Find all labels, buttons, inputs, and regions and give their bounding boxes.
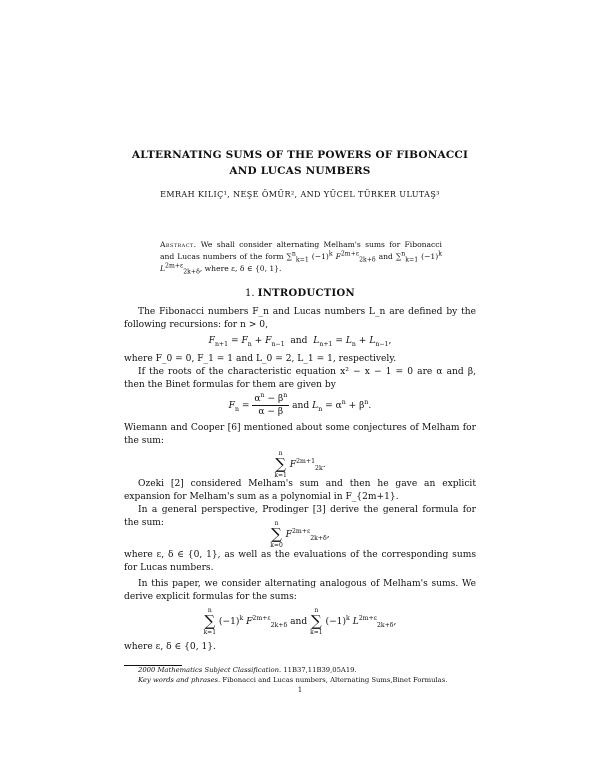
equation-binet-conj: and <box>292 401 310 411</box>
section-heading <box>100 288 500 299</box>
footnote-keywords <box>124 675 476 685</box>
abstract-text-a: We shall consider alternating Melham's sums for Fibonacci and Lucas numbers of the form <box>160 240 442 261</box>
equation-alternating-sums: n ∑ k=1 $(-1)^k$ $F^{2m+\varepsilon}_{2k+\delta}$ and n ∑ k=1 $(-1)^k$ $L^{2m+\varepsilon}_{2k+\delta}$, <box>203 607 397 636</box>
footnote-msc <box>124 665 476 675</box>
footnote-keywords-text: Fibonacci and Lucas numbers, Alternating Sums,Binet Formulas. <box>222 676 448 684</box>
paragraph-4: Wiemann and Cooper [6] mentioned about some conjectures of Melham for the sum: <box>124 423 476 446</box>
abstract-text-b: and <box>378 252 393 261</box>
abstract-sum-luc: ∑$^n_{k=1}$ $(-1)^k$ $L^{2m+\varepsilon}_{2k+\delta}$ <box>160 250 442 276</box>
paragraph-1: The Fibonacci numbers F_n and Lucas numbers L_n are defined by the following recursions: for n > 0, <box>124 307 476 330</box>
equation-recursion: $F_{n+1} = F_n + F_{n-1}$ and $L_{n+1} = L_n + L_{n-1}$, <box>208 336 392 348</box>
abstract-text-d: ε, δ ∈ {0, 1}. <box>231 264 282 273</box>
paragraph-3: If the roots of the characteristic equation x² − x − 1 = 0 are α and β, then the Binet formulas for them are given by <box>124 367 476 390</box>
footnote-msc-label: 2000 Mathematics Subject Classification. <box>138 666 282 674</box>
abstract-heading: Abstract. <box>160 240 197 249</box>
page-number: 1 <box>297 686 303 694</box>
abstract <box>160 239 442 275</box>
paragraph-2: where F_0 = 0, F_1 = 1 and L_0 = 2, L_1 = 1, respectively. <box>124 354 397 364</box>
paragraph-7: where ε, δ ∈ {0, 1}, as well as the evaluations of the corresponding sums for Lucas numbers. <box>124 550 476 573</box>
paragraph-5: Ozeki [2] considered Melham's sum and then he gave an explicit expansion for Melham's sum as a polynomial in F_{2m+1}. <box>124 479 476 502</box>
paragraph-6: In a general perspective, Prodinger [3] derive the general formula for the sum: <box>124 505 476 528</box>
paragraph-8: In this paper, we consider alternating analogous of Melham's sums. We derive explicit formulas for the sums: <box>124 579 476 602</box>
equation-melham-sum: n ∑ k=1 $F^{2m+1}_{2k}$. <box>274 450 326 479</box>
section-number: 1. <box>245 288 255 299</box>
equation-binet: $F_n$ = $\frac{\alpha^n - \beta^n}{\alpha - \beta}$ and $L_n = \alpha^n + \beta^n$. <box>228 391 372 417</box>
abstract-text-c: , where <box>199 264 229 273</box>
paper-title: ALTERNATING SUMS OF THE POWERS OF FIBONACCI AND LUCAS NUMBERS <box>131 149 469 177</box>
footnote-keywords-label: Key words and phrases. <box>138 676 221 684</box>
equation-prodinger-sum: n ∑ k=0 $F^{2m+\varepsilon}_{2k+\delta}$, <box>270 520 330 549</box>
abstract-sum-fib: ∑$^n_{k=1}$ $(-1)^k$ $F^{2m+\varepsilon}_{2k+\delta}$ <box>286 250 376 264</box>
footnote-msc-codes: 11B37,11B39,05A19. <box>283 666 357 674</box>
paragraph-9: where ε, δ ∈ {0, 1}. <box>124 642 216 652</box>
author-list: EMRAH KILIÇ¹, NEŞE ÖMÜR², AND YÜCEL TÜRKER ULUTAŞ³ <box>160 190 440 199</box>
binet-fraction: $\frac{\alpha^n - \beta^n}{\alpha - \beta}$ <box>254 391 288 417</box>
equation-alt-conj: and <box>290 617 308 627</box>
equation-recursion-conj: and <box>290 336 308 346</box>
section-title: INTRODUCTION <box>257 288 355 299</box>
